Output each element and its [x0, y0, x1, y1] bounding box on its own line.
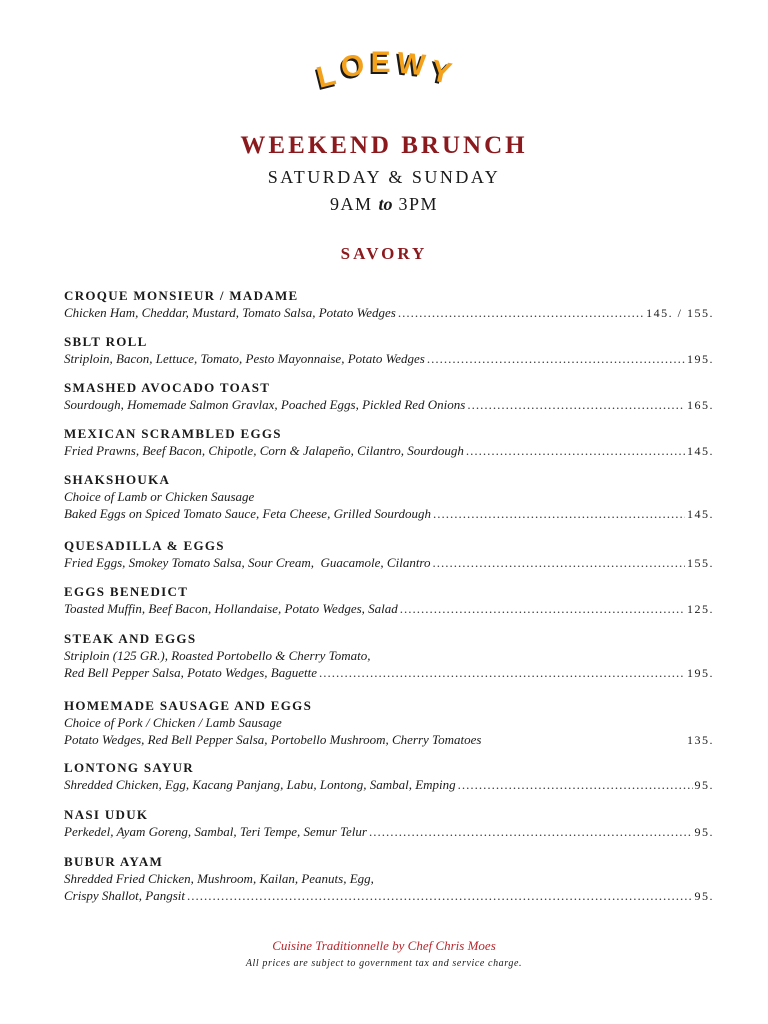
menu-item	[64, 854, 714, 905]
item-name: SMASHED AVOCADO TOAST	[64, 380, 271, 395]
item-description: Toasted Muffin, Beef Bacon, Hollandaise, Potato Wedges, Salad	[64, 601, 398, 616]
dot-leader	[319, 664, 685, 681]
item-name: QUESADILLA & EGGS	[64, 538, 225, 553]
item-name: EGGS BENEDICT	[64, 584, 189, 599]
menu-days: SATURDAY & SUNDAY	[267, 167, 501, 187]
item-description: Striploin (125 GR.), Roasted Portobello & Cherry Tomato,	[64, 648, 371, 663]
dot-leader	[433, 505, 685, 522]
item-description: Fried Prawns, Beef Bacon, Chipotle, Corn & Jalapeño, Cilantro, Sourdough	[64, 443, 464, 458]
item-description: Choice of Lamb or Chicken Sausage	[64, 489, 255, 504]
item-name: HOMEMADE SAUSAGE AND EGGS	[64, 698, 313, 713]
item-price: 195.	[687, 666, 714, 680]
item-description: Potato Wedges, Red Bell Pepper Salsa, Portobello Mushroom, Cherry Tomatoes	[64, 732, 482, 747]
tax-note: All prices are subject to government tax and service charge.	[245, 958, 523, 969]
dot-leader	[466, 442, 685, 459]
item-price: 145.	[687, 444, 714, 458]
logo-letter: O	[339, 48, 367, 85]
hours-start: 9AM	[329, 194, 373, 214]
item-description-line	[64, 870, 714, 887]
menu-title: WEEKEND BRUNCH	[240, 132, 528, 159]
item-name: STEAK AND EGGS	[64, 631, 197, 646]
item-description-line	[64, 304, 714, 322]
dot-leader	[458, 776, 693, 793]
dot-leader	[398, 304, 644, 321]
hours-end: 3PM	[398, 194, 439, 214]
item-description: Perkedel, Ayam Goreng, Sambal, Teri Tempe, Semur Telur	[64, 824, 367, 839]
menu-item	[64, 631, 714, 682]
item-price: 95.	[694, 889, 714, 903]
item-description-line	[64, 350, 714, 368]
item-price: 165.	[687, 398, 714, 412]
menu-item	[64, 426, 714, 460]
item-price: 145. / 155.	[646, 306, 714, 320]
menu-item	[64, 584, 714, 618]
menu-item	[64, 288, 714, 322]
item-description-line	[64, 887, 714, 905]
item-description-line	[64, 731, 714, 749]
item-description: Choice of Pork / Chicken / Lamb Sausage	[64, 715, 282, 730]
item-name: CROQUE MONSIEUR / MADAME	[64, 288, 299, 303]
item-price: 95.	[694, 825, 714, 839]
item-description: Sourdough, Homemade Salmon Gravlax, Poached Eggs, Pickled Red Onions	[64, 397, 466, 412]
item-description-line	[64, 488, 714, 505]
item-description-line	[64, 714, 714, 731]
section-title: SAVORY	[340, 244, 428, 263]
item-price: 135.	[687, 733, 714, 747]
item-description-line	[64, 776, 714, 794]
dot-leader	[433, 554, 685, 571]
hours-to: to	[378, 194, 393, 214]
chef-signature: Cuisine Traditionnelle by Chef Chris Moes	[272, 938, 496, 953]
item-description: Shredded Fried Chicken, Mushroom, Kailan, Peanuts, Egg,	[64, 871, 374, 886]
menu-item	[64, 334, 714, 368]
menu-hours	[0, 194, 768, 215]
item-description-line	[64, 823, 714, 841]
menu-item	[64, 472, 714, 523]
restaurant-logo	[0, 46, 768, 96]
item-price: 145.	[687, 507, 714, 521]
menu-item	[64, 698, 714, 749]
item-description-line	[64, 396, 714, 414]
item-name: SBLT ROLL	[64, 334, 148, 349]
menu-item	[64, 807, 714, 841]
item-description-line	[64, 600, 714, 618]
item-price: 195.	[687, 352, 714, 366]
item-description: Striploin, Bacon, Lettuce, Tomato, Pesto Mayonnaise, Potato Wedges	[64, 351, 425, 366]
item-description-line	[64, 505, 714, 523]
item-price: 125.	[687, 602, 714, 616]
item-name: MEXICAN SCRAMBLED EGGS	[64, 426, 282, 441]
item-name: BUBUR AYAM	[64, 854, 164, 869]
dot-leader	[369, 823, 693, 840]
item-description-line	[64, 442, 714, 460]
item-description: Red Bell Pepper Salsa, Potato Wedges, Baguette	[64, 665, 317, 680]
dot-leader	[400, 600, 685, 617]
menu-item	[64, 538, 714, 572]
item-name: NASI UDUK	[64, 807, 149, 822]
logo-letter: E	[370, 46, 391, 79]
dot-leader	[187, 887, 693, 904]
logo-letter: L	[313, 58, 339, 95]
item-description-line	[64, 647, 714, 664]
dot-leader	[427, 350, 685, 367]
item-price: 95.	[694, 778, 714, 792]
item-price: 155.	[687, 556, 714, 570]
item-description-line	[64, 664, 714, 682]
item-description: Shredded Chicken, Egg, Kacang Panjang, Labu, Lontong, Sambal, Emping	[64, 777, 456, 792]
item-description: Fried Eggs, Smokey Tomato Salsa, Sour Cream, Guacamole, Cilantro	[64, 555, 431, 570]
item-description: Crispy Shallot, Pangsit	[64, 888, 185, 903]
item-description: Baked Eggs on Spiced Tomato Sauce, Feta Cheese, Grilled Sourdough	[64, 506, 431, 521]
item-name: SHAKSHOUKA	[64, 472, 171, 487]
item-name: LONTONG SAYUR	[64, 760, 194, 775]
menu-item	[64, 760, 714, 794]
logo-letter: Y	[427, 54, 455, 91]
menu-item	[64, 380, 714, 414]
dot-leader	[467, 396, 685, 413]
logo-letter: W	[395, 46, 427, 83]
item-description-line	[64, 554, 714, 572]
item-description: Chicken Ham, Cheddar, Mustard, Tomato Salsa, Potato Wedges	[64, 305, 396, 320]
